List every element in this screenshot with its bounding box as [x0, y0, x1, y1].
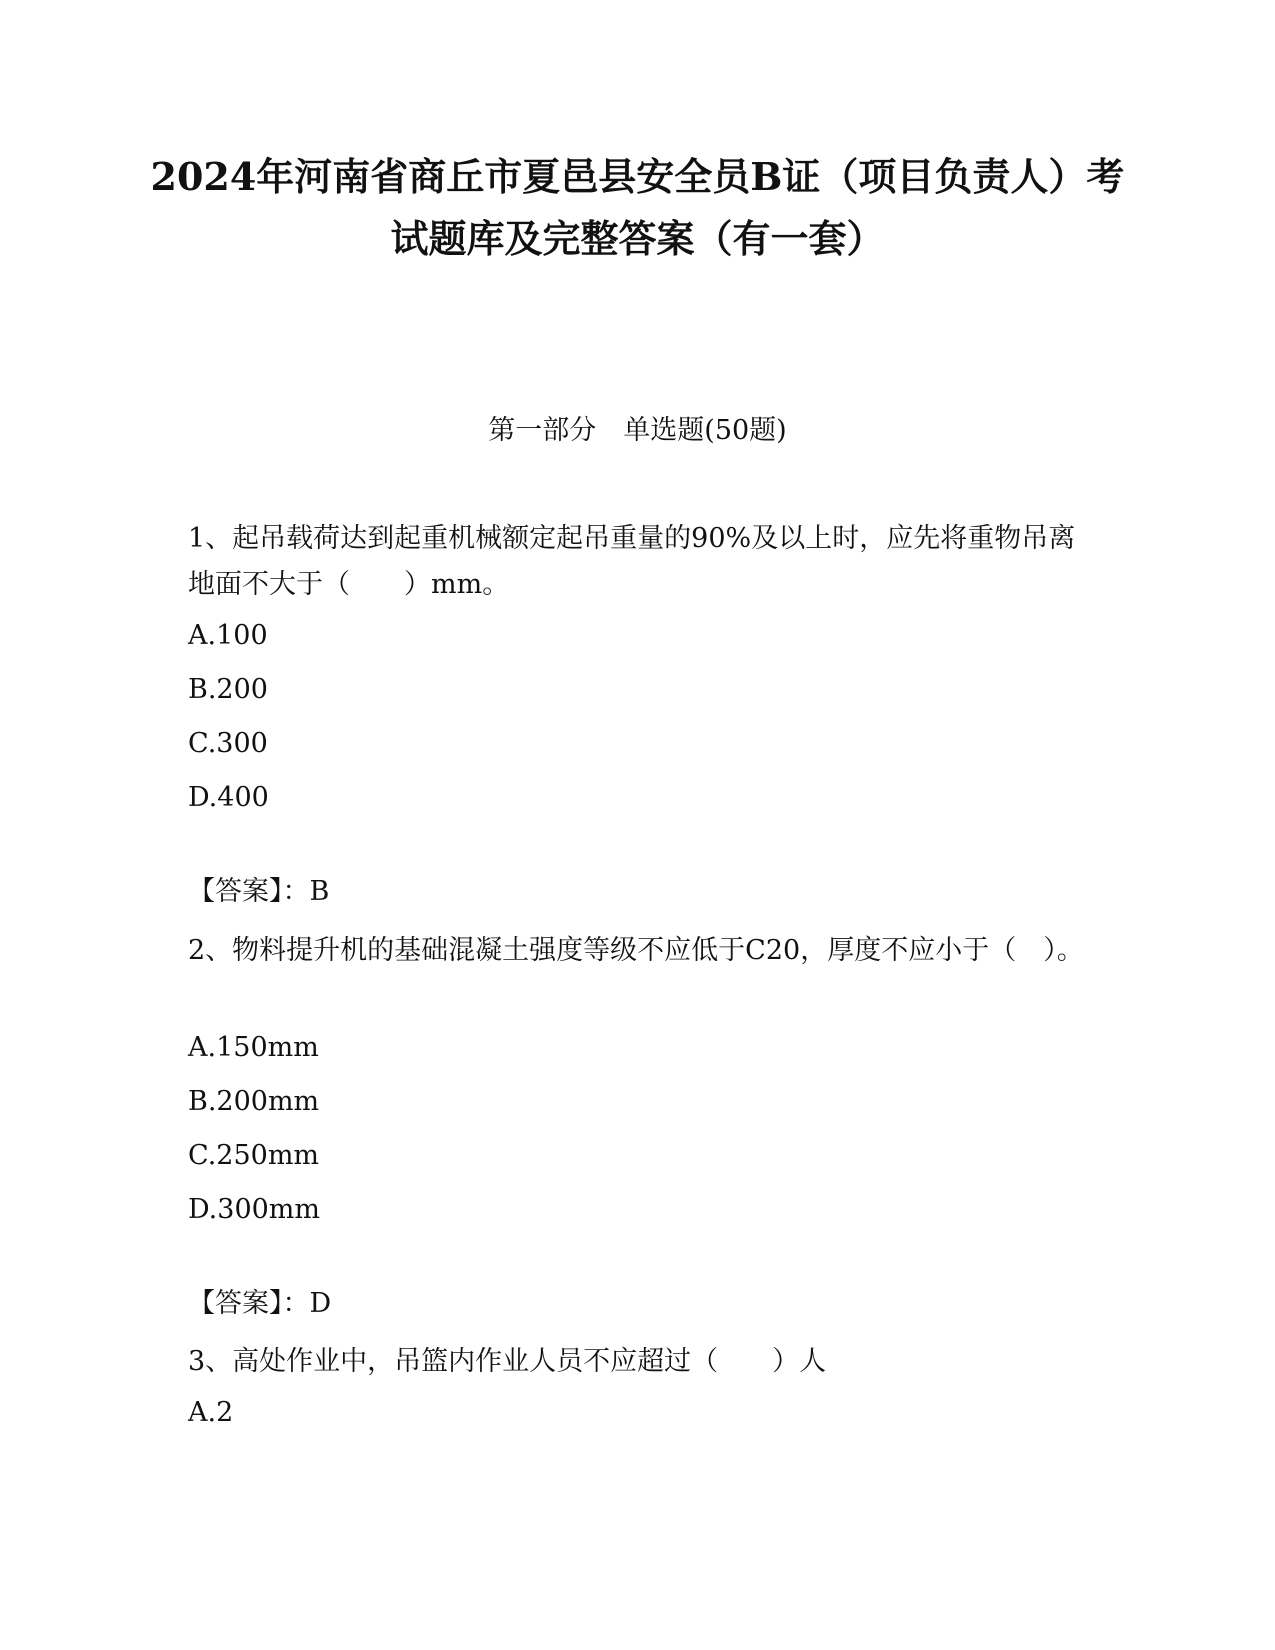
question-3-option-a: A.2 — [188, 1397, 234, 1428]
question-2-option-d: D.300mm — [188, 1194, 321, 1225]
question-1-option-a: A.100 — [188, 620, 268, 651]
document-title: 2024年河南省商丘市夏邑县安全员B证（项目负责人）考试题库及完整答案（有一套） — [150, 154, 1125, 261]
question-3-text: 3、高处作业中，吊篮内作业人员不应超过（ ）人 — [188, 1346, 827, 1377]
question-2-option-a: A.150mm — [188, 1032, 319, 1063]
question-1-option-d: D.400 — [188, 782, 269, 813]
question-2-option-c: C.250mm — [188, 1140, 320, 1171]
question-1-option-c: C.300 — [188, 728, 268, 759]
section-heading: 第一部分 单选题(50题) — [488, 415, 787, 446]
question-1-option-b: B.200 — [188, 674, 268, 705]
question-1-text: 1、起吊载荷达到起重机械额定起吊重量的90%及以上时，应先将重物吊离地面不大于（ ）mm。 — [188, 523, 1076, 600]
question-2-answer: 【答案】：D — [188, 1288, 332, 1319]
question-2-text: 2、物料提升机的基础混凝土强度等级不应低于C20，厚度不应小于（ ）。 — [188, 935, 1084, 966]
question-1-answer: 【答案】：B — [188, 876, 330, 907]
question-2-option-b: B.200mm — [188, 1086, 320, 1117]
